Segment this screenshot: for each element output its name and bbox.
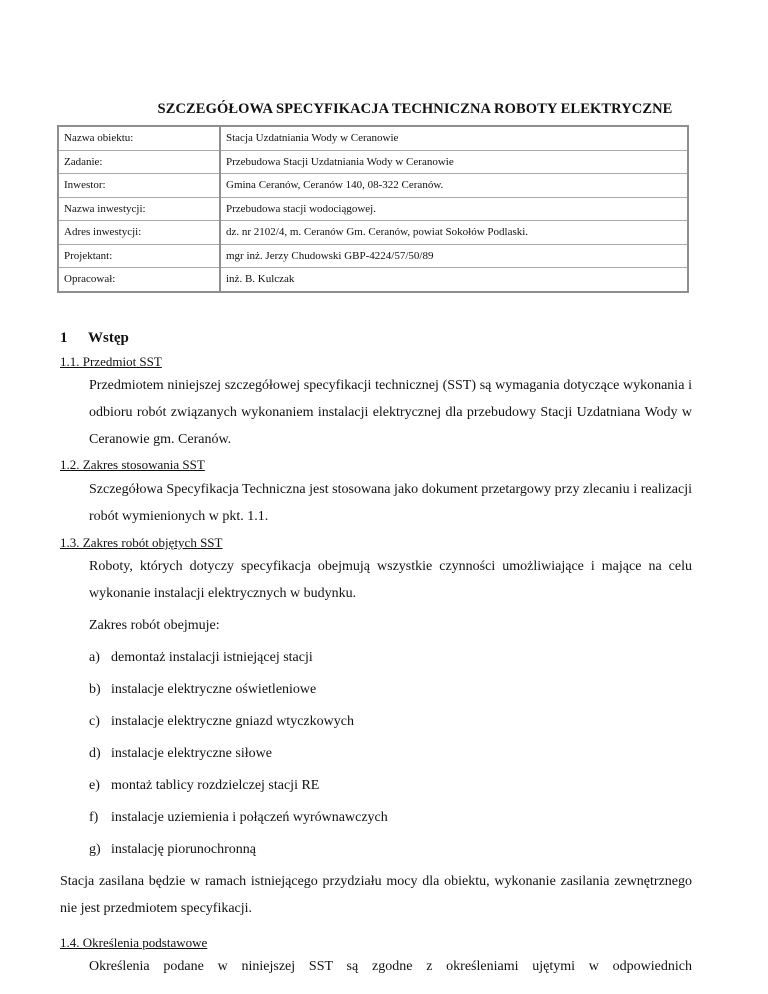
list-marker: d): [89, 746, 101, 761]
section-heading: [60, 330, 129, 347]
paragraph-zasilanie: Stacja zasilana będzie w ramach istniejącego przydziału mocy dla obiektu, wykonanie zasilania zewnętrznego nie jest przedmiotem specyfikacji.: [60, 874, 692, 916]
list-text: instalacje elektryczne gniazd wtyczkowych: [111, 714, 354, 729]
table-row: [58, 268, 688, 292]
list-marker: e): [89, 778, 100, 793]
table-value: dz. nr 2102/4, m. Ceranów Gm. Ceranów, powiat Sokołów Podlaski.: [220, 221, 688, 245]
table-value: mgr inż. Jerzy Chudowski GBP-4224/57/50/89: [220, 244, 688, 268]
list-item: [89, 650, 313, 666]
list-text: instalacje elektryczne siłowe: [111, 746, 272, 761]
table-value: Przebudowa stacji wodociągowej.: [220, 197, 688, 221]
list-item: [89, 682, 316, 698]
table-value: Stacja Uzdatniania Wody w Ceranowie: [220, 126, 688, 150]
table-label: Nazwa obiektu:: [58, 126, 220, 150]
table-label: Projektant:: [58, 244, 220, 268]
project-info-table: [57, 125, 689, 293]
table-label: Nazwa inwestycji:: [58, 197, 220, 221]
list-text: instalację piorunochronną: [111, 842, 257, 857]
subsection-heading-zakres-stosowania: 1.2. Zakres stosowania SST: [60, 457, 205, 472]
paragraph-okreslenia: Określenia podane w niniejszej SST są zgodne z określeniami ujętymi w odpowiednich: [89, 959, 692, 974]
list-item: [89, 714, 354, 730]
paragraph-zakres-stosowania: Szczegółowa Specyfikacja Techniczna jest stosowana jako dokument przetargowy przy zlecaniu i realizacji robót wymienionych w pkt. 1.1.: [89, 482, 692, 524]
subsection-heading-przedmiot: 1.1. Przedmiot SST: [60, 354, 162, 369]
list-text: instalacje elektryczne oświetleniowe: [111, 682, 317, 697]
table-label: Inwestor:: [58, 174, 220, 198]
list-text: demontaż instalacji istniejącej stacji: [111, 650, 313, 665]
table-value: inż. B. Kulczak: [220, 268, 688, 292]
list-marker: g): [89, 842, 101, 857]
list-text: montaż tablicy rozdzielczej stacji RE: [111, 778, 320, 793]
section-number: 1: [60, 330, 68, 346]
table-label: Zadanie:: [58, 150, 220, 174]
table-row: [58, 150, 688, 174]
list-item: [89, 842, 256, 858]
list-item: [89, 810, 388, 826]
paragraph-przedmiot: Przedmiotem niniejszej szczegółowej specyfikacji technicznej (SST) są wymagania dotyczące wykonania i odbioru robót związanych wykonaniem instalacji elektrycznej dla przebudowy Stacji Uzdatniana Wody w Ceranowie gm. Ceranów.: [89, 378, 692, 447]
table-row: [58, 244, 688, 268]
table-row: [58, 221, 688, 245]
table-label: Adres inwestycji:: [58, 221, 220, 245]
subsection-heading-zakres-robot: 1.3. Zakres robót objętych SST: [60, 535, 223, 550]
section-title: Wstęp: [88, 330, 129, 346]
table-value: Przebudowa Stacji Uzdatniania Wody w Ceranowie: [220, 150, 688, 174]
subsection-heading-okreslenia: 1.4. Określenia podstawowe: [60, 935, 208, 950]
document-title: SZCZEGÓŁOWA SPECYFIKACJA TECHNICZNA ROBOTY ELEKTRYCZNE: [157, 101, 673, 117]
table-row: [58, 174, 688, 198]
list-marker: c): [89, 714, 100, 729]
table-label: Opracował:: [58, 268, 220, 292]
scope-intro: Zakres robót obejmuje:: [89, 618, 220, 633]
list-item: [89, 778, 319, 794]
list-text: instalacje uziemienia i połączeń wyrównawczych: [111, 810, 388, 825]
list-item: [89, 746, 272, 762]
table-row: [58, 197, 688, 221]
list-marker: a): [89, 650, 100, 665]
list-marker: b): [89, 682, 101, 697]
paragraph-zakres-robot: Roboty, których dotyczy specyfikacja obejmują wszystkie czynności umożliwiające i mające na celu wykonanie instalacji elektrycznych w budynku.: [89, 559, 692, 601]
list-marker: f): [89, 810, 99, 825]
table-value: Gmina Ceranów, Ceranów 140, 08-322 Ceranów.: [220, 174, 688, 198]
table-row: [58, 126, 688, 150]
